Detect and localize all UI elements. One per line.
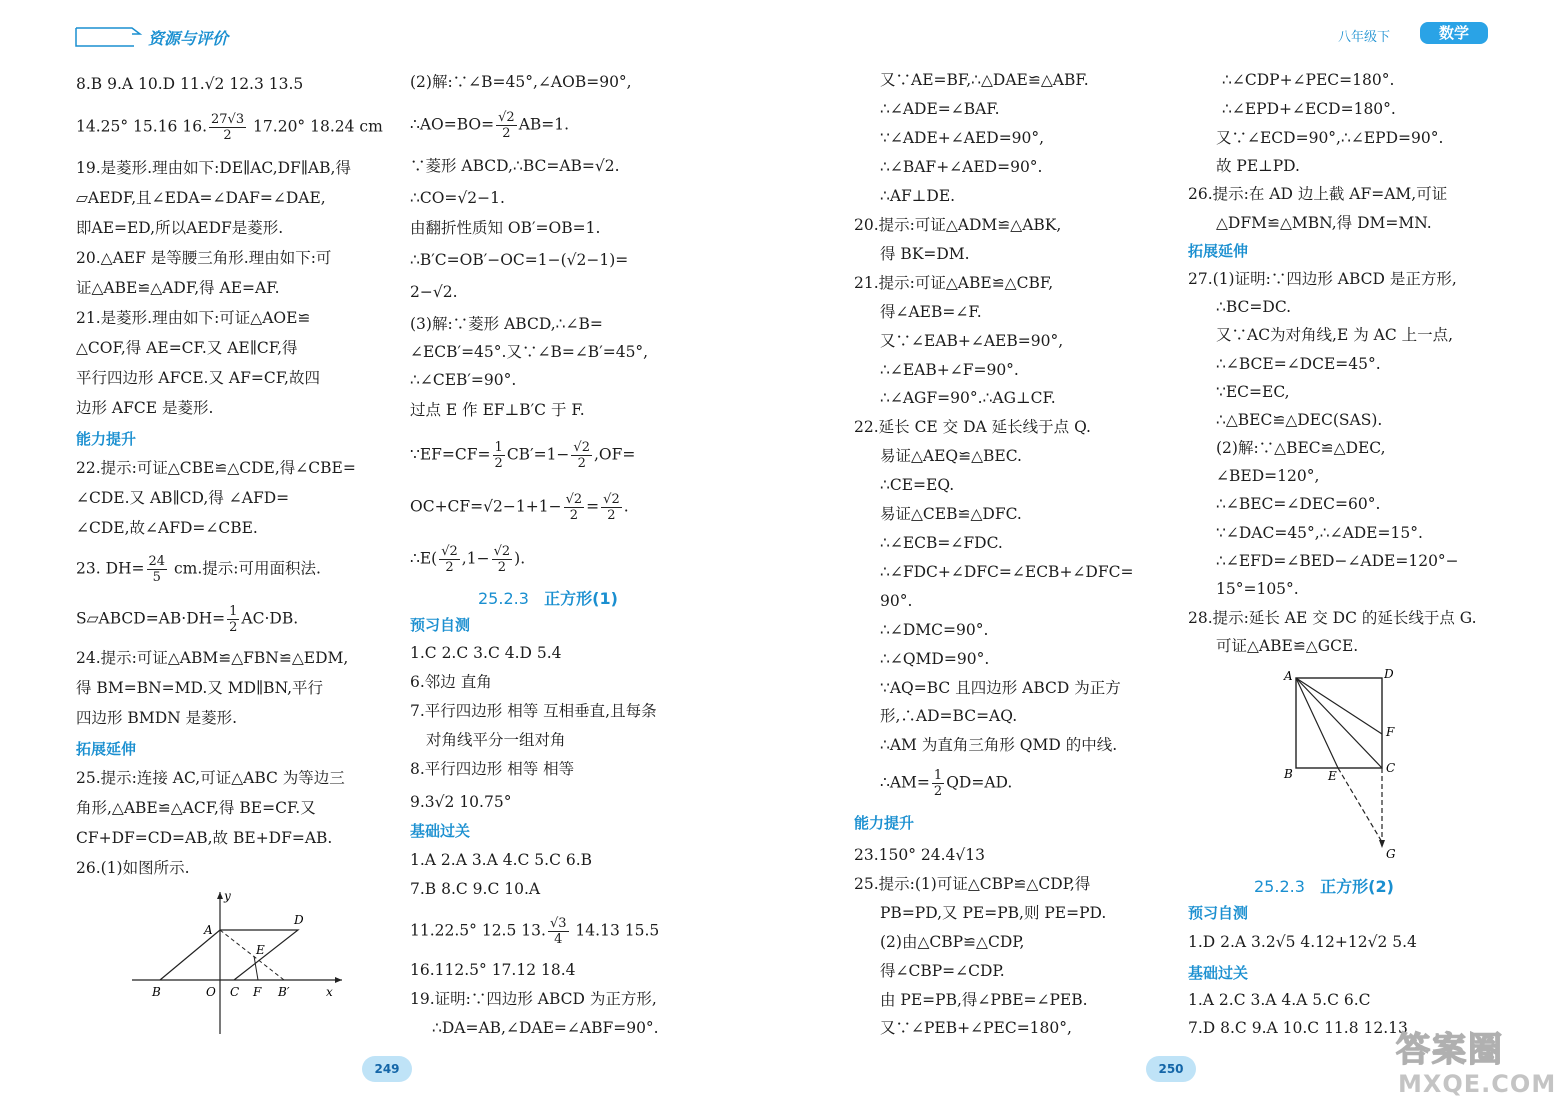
fig2-label-c: C	[1386, 761, 1396, 775]
answer-line: 6.邻边 直角	[410, 673, 492, 691]
fig1-label-d: D	[294, 913, 304, 927]
answer-line: PB=PD,又 PE=PB,则 PE=PD.	[880, 904, 1107, 922]
figure-square-extension	[1276, 664, 1406, 864]
answer-line: ∵菱形 ABCD,∴BC=AB=√2.	[410, 157, 620, 175]
header-logo	[74, 24, 264, 50]
answer-line: 16.112.5° 17.12 18.4	[410, 961, 576, 979]
watermark-site: MXQE.COM	[1398, 1070, 1556, 1098]
answer-line: 20.提示:可证△ADM≌△ABK,	[854, 216, 1062, 234]
answer-line: 可证△ABE≌△GCE.	[1216, 637, 1359, 655]
answer-line: 四边形 BMDN 是菱形.	[76, 709, 238, 727]
fig2-label-e: E	[1328, 769, 1337, 783]
answer-line: ∵∠DAC=45°,∴∠ADE=15°.	[1216, 524, 1423, 542]
answer-line: ∴CO=√2−1.	[410, 189, 505, 207]
answer-line: ∴∠CEB′=90°.	[410, 371, 517, 389]
section-heading: 预习自测	[410, 616, 471, 634]
answer-line: 9.3√2 10.75°	[410, 793, 512, 811]
answer-line: ∴△BEC≌△DEC(SAS).	[1216, 411, 1383, 429]
fig1-label-b-prime: B′	[278, 985, 290, 999]
answer-line: 角形,△ABE≌△ACF,得 BE=CF.又	[76, 799, 316, 817]
figure-rhombus-axes	[126, 884, 356, 1040]
fig2-label-a: A	[1284, 669, 1293, 683]
section-title: 25.2.3 正方形(1)	[478, 589, 618, 608]
subject-badge: 数学	[1420, 22, 1488, 44]
answer-line: 20.△AEF 是等腰三角形.理由如下:可	[76, 249, 332, 267]
answer-line: ∴AF⊥DE.	[880, 187, 956, 205]
answer-line: 2−√2.	[410, 283, 458, 301]
answer-line: 15°=105°.	[1216, 580, 1299, 598]
answer-line: 又∵∠EAB+∠AEB=90°,	[880, 332, 1064, 350]
answer-line: 90°.	[880, 592, 913, 610]
fig2-label-g: G	[1386, 847, 1396, 861]
answer-line: 1.A 2.A 3.A 4.C 5.C 6.B	[410, 851, 593, 869]
answer-line: 对角线平分一组对角	[426, 731, 566, 749]
header-bracket-icon	[74, 24, 146, 50]
answer-line: 故 PE⊥PD.	[1216, 157, 1300, 175]
answer-line: 1.A 2.C 3.A 4.A 5.C 6.C	[1188, 991, 1371, 1009]
answer-line: ∴∠EAB+∠F=90°.	[880, 361, 1019, 379]
answer-line: 易证△CEB≌△DFC.	[880, 505, 1022, 523]
section-title: 25.2.3 正方形(2)	[1254, 877, 1394, 896]
answer-line: △COF,得 AE=CF.又 AE∥CF,得	[76, 339, 298, 357]
answer-line: 证△ABE≌△ADF,得 AE=AF.	[76, 279, 280, 297]
section-heading: 基础过关	[410, 822, 471, 840]
answer-line: ∵∠ADE+∠AED=90°,	[880, 129, 1045, 147]
answer-line: 平行四边形 AFCE.又 AF=CF,故四	[76, 369, 320, 387]
section-heading: 能力提升	[76, 430, 137, 448]
fig2-label-b: B	[1284, 767, 1293, 781]
answer-line: 又∵∠ECD=90°,∴∠EPD=90°.	[1216, 129, 1444, 147]
answer-line: 23. DH= $\frac{24}{5}$ cm.提示:可用面积法.	[76, 554, 321, 585]
answer-line: 又∵AE=BF,∴△DAE≌△ABF.	[880, 71, 1089, 89]
fig1-label-e: E	[256, 943, 265, 957]
answer-line: (2)由△CBP≌△CDP,	[880, 933, 1025, 951]
answer-line: 23.150° 24.4√13	[854, 846, 986, 864]
grade-label: 八年级下	[1338, 30, 1391, 45]
answer-line: ∴∠AGF=90°.∴AG⊥CF.	[880, 389, 1056, 407]
answer-line: 即AE=ED,所以AEDF是菱形.	[76, 219, 284, 237]
answer-line: ∴E( $\frac{√2}{2}$ ,1− $\frac{√2}{2}$ ).	[410, 544, 526, 575]
fig1-label-b: B	[152, 985, 161, 999]
answer-line: 14.25° 15.16 16. $\frac{27√3}{2}$ 17.20° 18.24 cm	[76, 112, 383, 143]
answer-line: ∠CDE.又 AB∥CD,得 ∠AFD=	[76, 489, 290, 507]
answer-line: 11.22.5° 12.5 13. $\frac{√3}{4}$ 14.13 15.5	[410, 916, 660, 947]
fig2-label-f: F	[1386, 725, 1395, 739]
answer-line: 得∠AEB=∠F.	[880, 303, 982, 321]
answer-line: (3)解:∵菱形 ABCD,∴∠B=	[410, 315, 603, 333]
answer-line: 25.提示:连接 AC,可证△ABC 为等边三	[76, 769, 345, 787]
answer-line: 得 BK=DM.	[880, 245, 970, 263]
answer-line: 边形 AFCE 是菱形.	[76, 399, 214, 417]
answer-line: 由翻折性质知 OB′=OB=1.	[410, 219, 601, 237]
answer-line: ∴BC=DC.	[1216, 298, 1292, 316]
answer-line: ∠ECB′=45°.又∵∠B=∠B′=45°,	[410, 343, 649, 361]
answer-line: 28.提示:延长 AE 交 DC 的延长线于点 G.	[1188, 609, 1477, 627]
answer-line: ∴∠EFD=∠BED−∠ADE=120°−	[1216, 552, 1459, 570]
answer-line: 7.B 8.C 9.C 10.A	[410, 880, 541, 898]
fig2-label-d: D	[1384, 667, 1394, 681]
answer-line: ∴∠BCE=∠DCE=45°.	[1216, 355, 1381, 373]
answer-line: ∴∠FDC+∠DFC=∠ECB+∠DFC=	[880, 563, 1134, 581]
answer-line: 得 BM=BN=MD.又 MD∥BN,平行	[76, 679, 324, 697]
watermark-logo: 答案圈	[1396, 1030, 1504, 1070]
answer-line: 易证△AEQ≌△BEC.	[880, 447, 1022, 465]
answer-line: ∴∠ECB=∠FDC.	[880, 534, 1003, 552]
answer-line: ∴∠DMC=90°.	[880, 621, 989, 639]
answer-line: 得∠CBP=∠CDP.	[880, 962, 1005, 980]
answer-line: ∴∠BAF+∠AED=90°.	[880, 158, 1043, 176]
answer-line: ∴AM 为直角三角形 QMD 的中线.	[880, 736, 1118, 754]
answer-line: 26.(1)如图所示.	[76, 859, 190, 877]
answer-line: ∴AM= $\frac{1}{2}$ QD=AD.	[880, 768, 1013, 799]
answer-line: 7.D 8.C 9.A 10.C 11.8 12.13	[1188, 1019, 1408, 1037]
series-title: 资源与评价	[148, 29, 229, 48]
answer-line: 26.提示:在 AD 边上截 AF=AM,可证	[1188, 185, 1448, 203]
answer-line: ∠BED=120°,	[1216, 467, 1320, 485]
answer-line: (2)解:∵△BEC≌△DEC,	[1216, 439, 1386, 457]
answer-line: ∠CDE,故∠AFD=∠CBE.	[76, 519, 258, 537]
answer-line: 又∵AC为对角线,E 为 AC 上一点,	[1216, 326, 1454, 344]
answer-line: 由 PE=PB,得∠PBE=∠PEB.	[880, 991, 1088, 1009]
answer-line: 形,∴AD=BC=AQ.	[880, 707, 1018, 725]
fig1-label-a: A	[204, 923, 213, 937]
page-number-left: 249	[362, 1056, 412, 1082]
page-number-right: 250	[1146, 1056, 1196, 1082]
answer-line: ∴∠CDP+∠PEC=180°.	[1222, 71, 1395, 89]
section-heading: 拓展延伸	[76, 740, 137, 758]
section-heading: 预习自测	[1188, 904, 1249, 922]
answer-line: (2)解:∵∠B=45°,∠AOB=90°,	[410, 73, 632, 91]
answer-line: OC+CF=√2−1+1− $\frac{√2}{2}$ = $\frac{√2}{2}$ .	[410, 492, 629, 523]
answer-line: 1.D 2.A 3.2√5 4.12+12√2 5.4	[1188, 933, 1417, 951]
answer-line: ∴∠ADE=∠BAF.	[880, 100, 1000, 118]
answer-line: CF+DF=CD=AB,故 BE+DF=AB.	[76, 829, 333, 847]
answer-line: ∴∠EPD+∠ECD=180°.	[1222, 100, 1396, 118]
answer-line: ∴CE=EQ.	[880, 476, 955, 494]
answer-line: ∴AO=BO= $\frac{√2}{2}$ AB=1.	[410, 110, 570, 141]
answer-line: S▱ABCD=AB·DH= $\frac{1}{2}$ AC·DB.	[76, 604, 299, 635]
answer-line: 22.延长 CE 交 DA 延长线于点 Q.	[854, 418, 1091, 436]
answer-line: 8.平行四边形 相等 相等	[410, 760, 575, 778]
fig1-label-o: O	[206, 985, 216, 999]
section-heading: 拓展延伸	[1188, 242, 1249, 260]
answer-line: ∴∠BEC=∠DEC=60°.	[1216, 495, 1381, 513]
answer-line: 27.(1)证明:∵四边形 ABCD 是正方形,	[1188, 270, 1457, 288]
watermark	[1396, 1022, 1556, 1108]
answer-line: ▱AEDF,且∠EDA=∠DAF=∠DAE,	[76, 189, 326, 207]
answer-line: ∴DA=AB,∠DAE=∠ABF=90°.	[432, 1019, 659, 1037]
answer-line: 19.是菱形.理由如下:DE∥AC,DF∥AB,得	[76, 159, 351, 177]
answer-line: 25.提示:(1)可证△CBP≌△CDP,得	[854, 875, 1091, 893]
answer-line: ∴∠QMD=90°.	[880, 650, 990, 668]
answer-line: △DFM≌△MBN,得 DM=MN.	[1216, 214, 1432, 232]
answer-line: 又∵∠PEB+∠PEC=180°,	[880, 1019, 1072, 1037]
answer-line: ∵EF=CF= $\frac{1}{2}$ CB′=1− $\frac{√2}{2}$ ,OF=	[410, 440, 636, 471]
section-heading: 能力提升	[854, 814, 915, 832]
section-heading: 基础过关	[1188, 964, 1249, 982]
answer-line: ∵AQ=BC 且四边形 ABCD 为正方	[880, 679, 1121, 697]
answer-line: 21.提示:可证△ABE≌△CBF,	[854, 274, 1054, 292]
answer-line: 1.C 2.C 3.C 4.D 5.4	[410, 644, 562, 662]
fig1-label-f: F	[253, 985, 262, 999]
answer-line: 21.是菱形.理由如下:可证△AOE≌	[76, 309, 311, 327]
answer-line: 过点 E 作 EF⊥B′C 于 F.	[410, 401, 585, 419]
answer-line: ∵EC=EC,	[1216, 383, 1290, 401]
fig1-label-x: x	[326, 985, 333, 999]
answer-line: ∴B′C=OB′−OC=1−(√2−1)=	[410, 251, 629, 269]
fig1-label-y: y	[224, 889, 231, 903]
answer-line: 22.提示:可证△CBE≌△CDE,得∠CBE=	[76, 459, 356, 477]
fig1-label-c: C	[230, 985, 240, 999]
answer-line: 8.B 9.A 10.D 11.√2 12.3 13.5	[76, 75, 304, 93]
answer-line: 19.证明:∵四边形 ABCD 为正方形,	[410, 990, 657, 1008]
answer-line: 7.平行四边形 相等 互相垂直,且每条	[410, 702, 657, 720]
answer-line: 24.提示:可证△ABM≌△FBN≌△EDM,	[76, 649, 349, 667]
